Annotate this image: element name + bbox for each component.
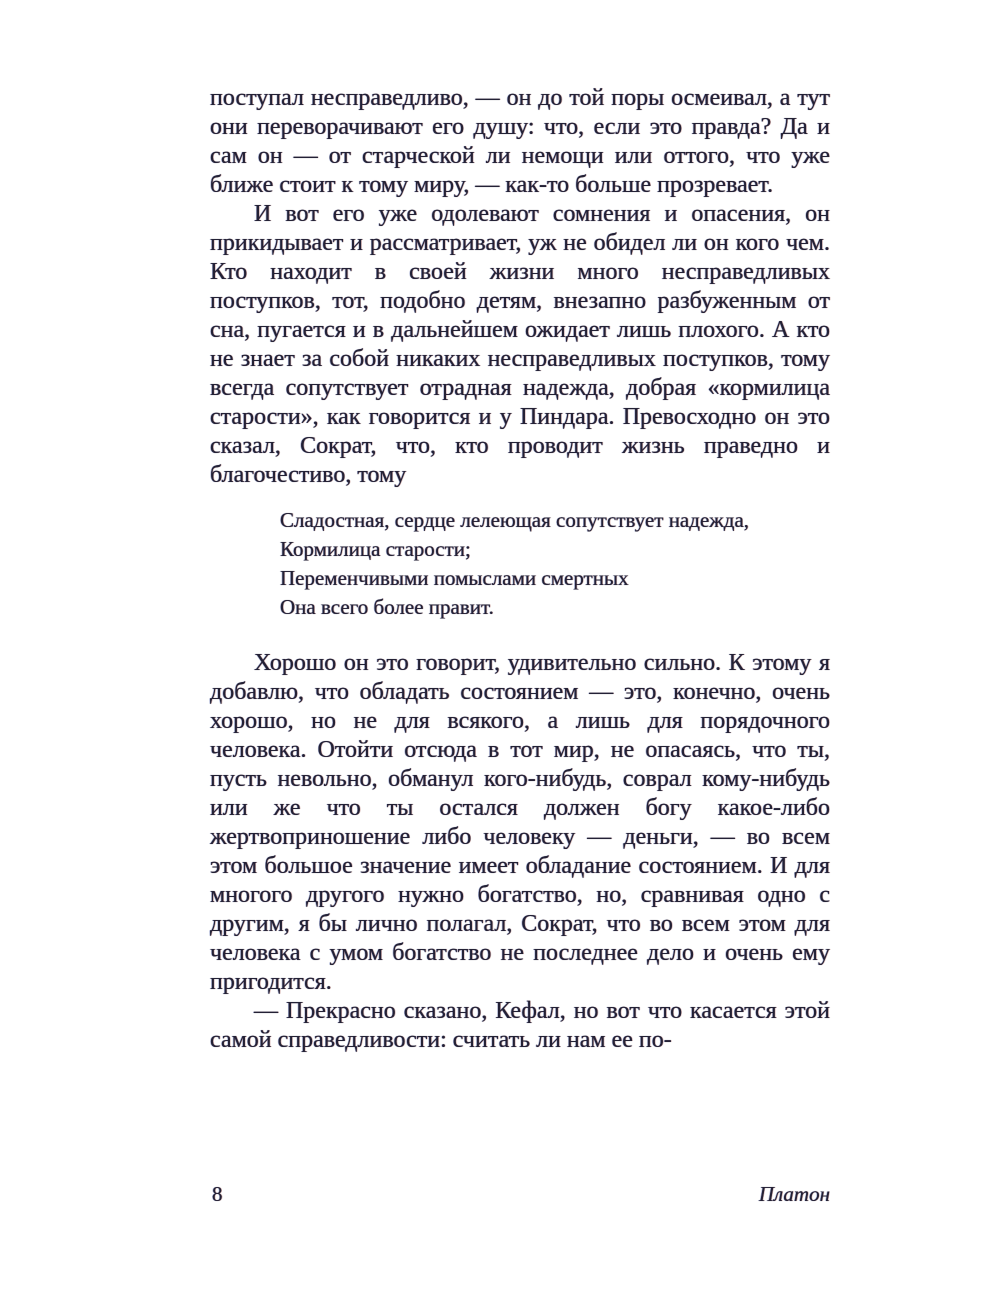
paragraph: И вот его уже одолевают сомнения и опасения, он прикидывает и рассматривает, уж не обидел ли он кого чем. Кто находит в своей жизни много несправедливых поступков, тот, подобно детям, внезапно разбуженным от сна, пугается и в дальнейшем ожидает лишь плохого. А кто не знает за собой никаких несправедливых поступков, тому всегда сопутствует отрадная надежда, добрая «кормилица старости», как говорится и у Пиндара. Превосходно он это сказал, Сократ, что, кто проводит жизнь праведно и благочестиво, тому	[210, 201, 830, 488]
paragraph: поступал несправедливо, — он до той поры осмеивал, а тут они переворачивают его душу: что, если это правда? Да и сам он — от старческой ли немощи или оттого, что уже ближе стоит к тому миру, — как-то больше прозревает.	[210, 85, 830, 198]
verse-line: Она всего более правит.	[280, 595, 494, 619]
paragraph: — Прекрасно сказано, Кефал, но вот что касается этой самой справедливости: считать ли нам ее по-	[210, 998, 830, 1053]
page-text-block	[210, 84, 830, 1055]
verse-quote	[280, 506, 830, 622]
running-title: Платон	[758, 1182, 830, 1206]
verse-line: Кормилица старости;	[280, 537, 471, 561]
verse-line: Сладостная, сердце лелеющая сопутствует надежда,	[280, 508, 750, 532]
paragraph: Хорошо он это говорит, удивительно сильно. К этому я добавлю, что обладать состоянием — это, конечно, очень хорошо, но не для всякого, а лишь для порядочного человека. Отойти отсюда в тот мир, не опасаясь, что ты, пусть невольно, обманул кого-нибудь, соврал кому-нибудь или же что ты остался должен богу какое-либо жертвоприношение либо человеку — деньги, — во всем этом большое значение имеет обладание состоянием. И для многого другого нужно богатство, но, сравнивая одно с другим, я бы лично полагал, Сократ, что во всем этом для человека с умом богатство не последнее дело и очень ему пригодится.	[210, 650, 830, 995]
verse-line: Переменчивыми помыслами смертных	[280, 566, 629, 590]
page-number: 8	[212, 1182, 223, 1206]
